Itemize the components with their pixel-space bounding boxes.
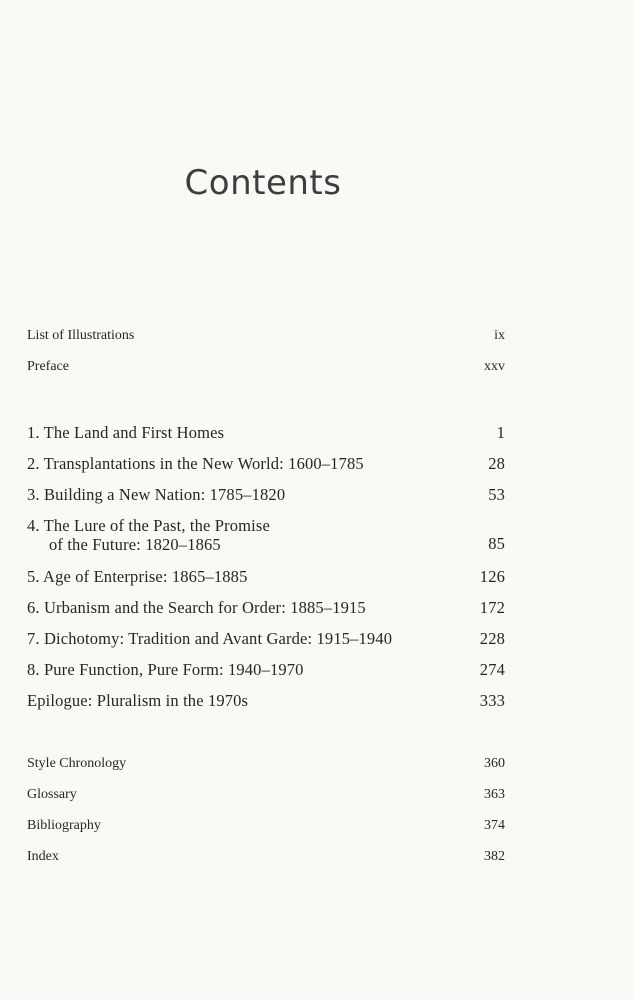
toc-entry-label: 8. Pure Function, Pure Form: 1940–1970 xyxy=(27,660,304,679)
toc-entry-label-line2: of the Future: 1820–1865 xyxy=(49,535,221,554)
toc-entry-page: 382 xyxy=(484,849,505,864)
toc-entry-page: 172 xyxy=(479,598,505,617)
toc-entry-label: Style Chronology xyxy=(27,756,127,771)
toc-entry-page: 274 xyxy=(479,660,505,679)
toc-entry-label-line1: 4. The Lure of the Past, the Promise xyxy=(27,516,270,535)
toc-entry-label: List of Illustrations xyxy=(27,328,135,343)
toc-entry-page: 28 xyxy=(488,454,505,473)
toc-entry-chapter-7 xyxy=(27,629,505,651)
toc-entry-index xyxy=(27,849,505,867)
toc-entry-chapter-8 xyxy=(27,660,505,682)
toc-entry-chapter-5 xyxy=(27,567,505,589)
toc-entry-page: 333 xyxy=(479,691,505,710)
toc-entry-page: 85 xyxy=(488,534,505,553)
page-title: Contents xyxy=(184,163,342,203)
toc-entry-label: 1. The Land and First Homes xyxy=(27,423,225,442)
toc-entry-page: 228 xyxy=(479,629,505,648)
toc-entry-label: Index xyxy=(27,849,59,864)
toc-entry-chapter-2 xyxy=(27,454,505,476)
toc-entry-label: 3. Building a New Nation: 1785–1820 xyxy=(27,485,286,504)
toc-entry-page: 363 xyxy=(484,787,505,802)
toc-entry-list-of-illustrations xyxy=(27,328,505,346)
toc-entry-glossary xyxy=(27,787,505,805)
toc-entry-page: 126 xyxy=(479,567,505,586)
toc-entry-label: 6. Urbanism and the Search for Order: 1885–1915 xyxy=(27,598,366,617)
toc-entry-chapter-4 xyxy=(27,516,505,560)
toc-entry-preface xyxy=(27,359,505,377)
toc-entry-chapter-1 xyxy=(27,423,505,445)
toc-entry-label: Preface xyxy=(27,359,69,374)
toc-entry-page: xxv xyxy=(484,359,505,374)
toc-entry-label: 2. Transplantations in the New World: 1600–1785 xyxy=(27,454,364,473)
toc-entry-label: 5. Age of Enterprise: 1865–1885 xyxy=(27,567,248,586)
toc-entry-page: 374 xyxy=(484,818,505,833)
toc-entry-page: 360 xyxy=(484,756,505,771)
toc-entry-label: Bibliography xyxy=(27,818,101,833)
toc-entry-chapter-6 xyxy=(27,598,505,620)
toc-entry-page: ix xyxy=(494,328,505,343)
toc-entry-style-chronology xyxy=(27,756,505,774)
toc-entry-label xyxy=(27,516,270,554)
toc-entry-bibliography xyxy=(27,818,505,836)
toc-entry-label: Glossary xyxy=(27,787,77,802)
toc-entry-label: Epilogue: Pluralism in the 1970s xyxy=(27,691,249,710)
toc-entry-page: 53 xyxy=(488,485,505,504)
toc-entry-page: 1 xyxy=(496,423,505,442)
toc-entry-chapter-3 xyxy=(27,485,505,507)
toc-entry-label: 7. Dichotomy: Tradition and Avant Garde: 1915–1940 xyxy=(27,629,393,648)
toc-entry-epilogue xyxy=(27,691,505,713)
